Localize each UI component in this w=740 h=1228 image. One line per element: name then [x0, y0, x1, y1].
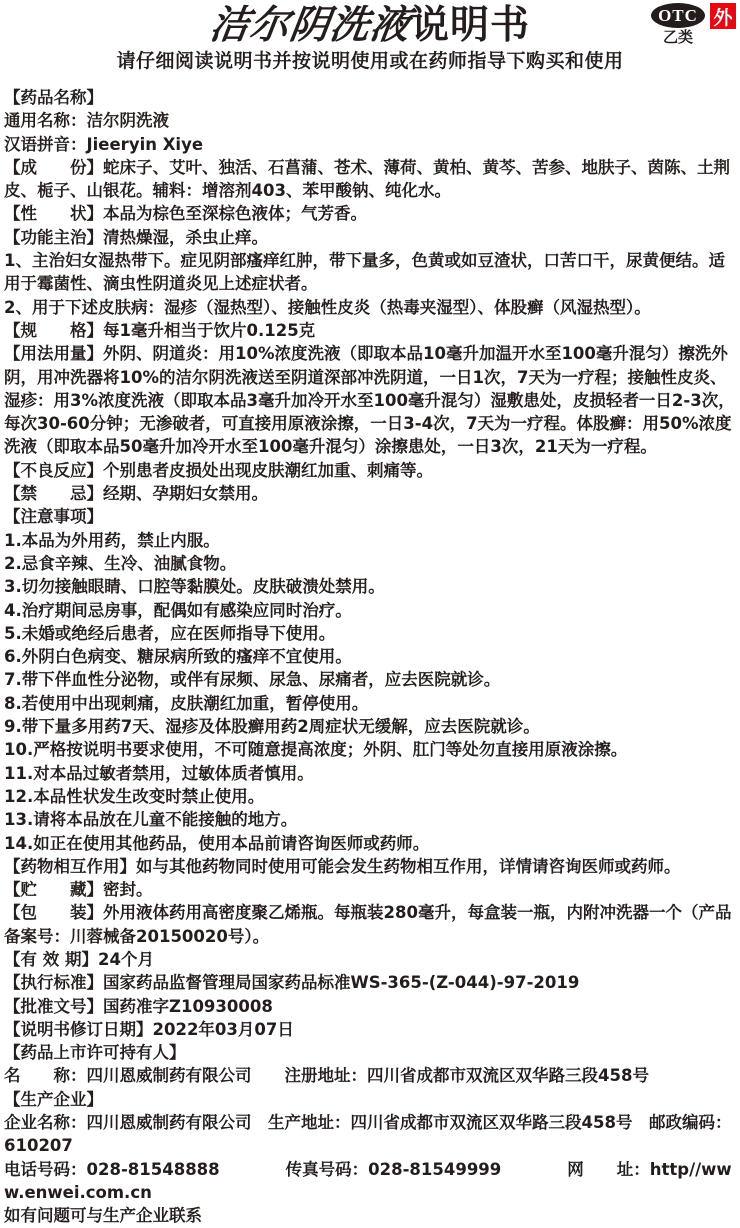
- insert-paragraph: 【药物相互作用】如与其他药物同时使用可能会发生药物相互作用，详情请咨询医师或药师。: [4, 856, 681, 876]
- insert-paragraph: 14.如正在使用其他药品，使用本品前请咨询医师或药师。: [4, 833, 430, 853]
- insert-paragraph: 3.切勿接触眼睛、口腔等黏膜处。皮肤破溃处禁用。: [4, 577, 385, 597]
- insert-paragraph: 2.忌食辛辣、生冷、油腻食物。: [4, 553, 237, 573]
- insert-paragraph: 【包 装】外用液体药用高密度聚乙烯瓶。每瓶装280毫升，每盒装一瓶，内附冲洗器一个（产品备案号：川蓉械备20150020号）。: [4, 903, 732, 946]
- insert-paragraph: 【说明书修订日期】2022年03月07日: [4, 1019, 294, 1039]
- insert-paragraph: 【批准文号】国药准字Z10930008: [4, 996, 273, 1016]
- insert-paragraph: 【性 状】本品为棕色至深棕色液体；气芳香。: [4, 204, 367, 224]
- insert-paragraph: 7.带下伴血性分泌物，或伴有尿频、尿急、尿痛者，应去医院就诊。: [4, 670, 501, 690]
- insert-paragraph: 【禁 忌】经期、孕期妇女禁用。: [4, 484, 268, 504]
- insert-paragraph: 通用名称：洁尔阴洗液: [4, 111, 169, 131]
- insert-header: [4, 2, 736, 72]
- insert-paragraph: 13.请将本品放在儿童不能接触的地方。: [4, 810, 298, 830]
- insert-paragraph: 【功能主治】清热燥湿，杀虫止痒。: [4, 227, 268, 247]
- header-badges: [651, 3, 736, 45]
- insert-subtitle: 请仔细阅读说明书并按说明使用或在药师指导下购买和使用: [116, 50, 624, 72]
- otc-badge-label: OTC: [658, 5, 698, 25]
- insert-paragraph: 电话号码：028-81548888 传真号码：028-81549999 网 址：http//www.enwei.com.cn: [4, 1159, 732, 1202]
- insert-paragraph: 1、主治妇女湿热带下。症见阴部瘙痒红肿，带下量多，色黄或如豆渣状，口苦口干，尿黄便结。适用于霉菌性、滴虫性阴道炎见上述症状者。: [4, 251, 725, 294]
- insert-paragraph: 【生产企业】: [4, 1089, 103, 1109]
- insert-paragraph: 9.带下量多用药7天、湿疹及体股癣用药2周症状无缓解，应去医院就诊。: [4, 717, 540, 737]
- insert-paragraph: 8.若使用中出现刺痛，皮肤潮红加重，暂停使用。: [4, 693, 369, 713]
- insert-body: [4, 86, 736, 1228]
- title-suffix: 说明书: [410, 3, 531, 48]
- insert-paragraph: 【注意事项】: [4, 507, 103, 527]
- insert-paragraph: 【成 份】蛇床子、艾叶、独活、石菖蒲、苍术、薄荷、黄柏、黄芩、苦参、地肤子、茵陈、土荆皮、栀子、山银花。辅料：增溶剂403、苯甲酸钠、纯化水。: [4, 157, 730, 201]
- insert-paragraph: 企业名称：四川恩威制药有限公司 生产地址：四川省成都市双流区双华路三段458号 邮政编码：610207: [4, 1113, 732, 1156]
- insert-paragraph: 11.对本品过敏者禁用，过敏体质者慎用。: [4, 763, 314, 783]
- insert-paragraph: 【有 效 期】24个月: [4, 949, 154, 969]
- insert-paragraph: 【药品名称】: [4, 88, 103, 107]
- insert-paragraph: 2、用于下述皮肤病：湿疹（湿热型）、接触性皮炎（热毒夹湿型）、体股癣（风湿热型）。: [4, 297, 651, 317]
- insert-paragraph: 汉语拼音：Jieeryin Xiye: [4, 134, 204, 154]
- insert-paragraph: 12.本品性状发生改变时禁止使用。: [4, 786, 265, 806]
- insert-paragraph: 【规 格】每1毫升相当于饮片0.125克: [4, 320, 316, 340]
- otc-class-label: 乙类: [662, 28, 693, 46]
- page-title: [4, 4, 736, 48]
- insert-paragraph: 5.未婚或绝经后患者，应在医师指导下使用。: [4, 623, 336, 643]
- external-use-badge: 外: [710, 3, 736, 29]
- insert-paragraph: 【不良反应】个别患者皮损处出现皮肤潮红加重、刺痛等。: [4, 460, 433, 480]
- otc-badge: [651, 3, 705, 28]
- insert-paragraph: 10.严格按说明书要求使用，不可随意提高浓度；外阴、肛门等处勿直接用原液涂擦。: [4, 740, 628, 760]
- insert-paragraph: 如有问题可与生产企业联系: [4, 1206, 202, 1226]
- otc-badge-group: [651, 3, 705, 45]
- brand-name: 洁尔阴洗液: [206, 3, 414, 48]
- insert-paragraph: 名 称：四川恩威制药有限公司 注册地址：四川省成都市双流区双华路三段458号: [4, 1066, 649, 1086]
- insert-paragraph: 6.外阴白色病变、糖尿病所致的瘙痒不宜使用。: [4, 647, 352, 667]
- insert-paragraph: 【执行标准】国家药品监督管理局国家药品标准WS-365-(Z-044)-97-2019: [4, 973, 580, 993]
- insert-paragraph: 【贮 藏】密封。: [4, 880, 153, 900]
- insert-paragraph: 4.治疗期间忌房事，配偶如有感染应同时治疗。: [4, 600, 352, 620]
- insert-paragraph: 【用法用量】外阴、阴道炎：用10%浓度洗液（即取本品10毫升加温开水至100毫升混匀）擦洗外阴，用冲洗器将10%的洁尔阴洗液送至阴道深部冲洗阴道，一日1次，7天为一疗程；接触性皮炎、湿疹：用3%浓度洗液（即取本品3毫升加冷开水至100毫升混匀）湿敷患处，皮损轻者一日2-3次，每次30-60分钟；无渗破者，可直接用原液涂擦，一日3-4次，7天为一疗程。体股癣：用50%浓度洗液（即取本品50毫升加冷开水至100毫升混匀）涂擦患处，一日3次，21天为一疗程。: [4, 344, 735, 457]
- insert-paragraph: 【药品上市许可持有人】: [4, 1043, 186, 1063]
- insert-paragraph: 1.本品为外用药，禁止内服。: [4, 530, 220, 550]
